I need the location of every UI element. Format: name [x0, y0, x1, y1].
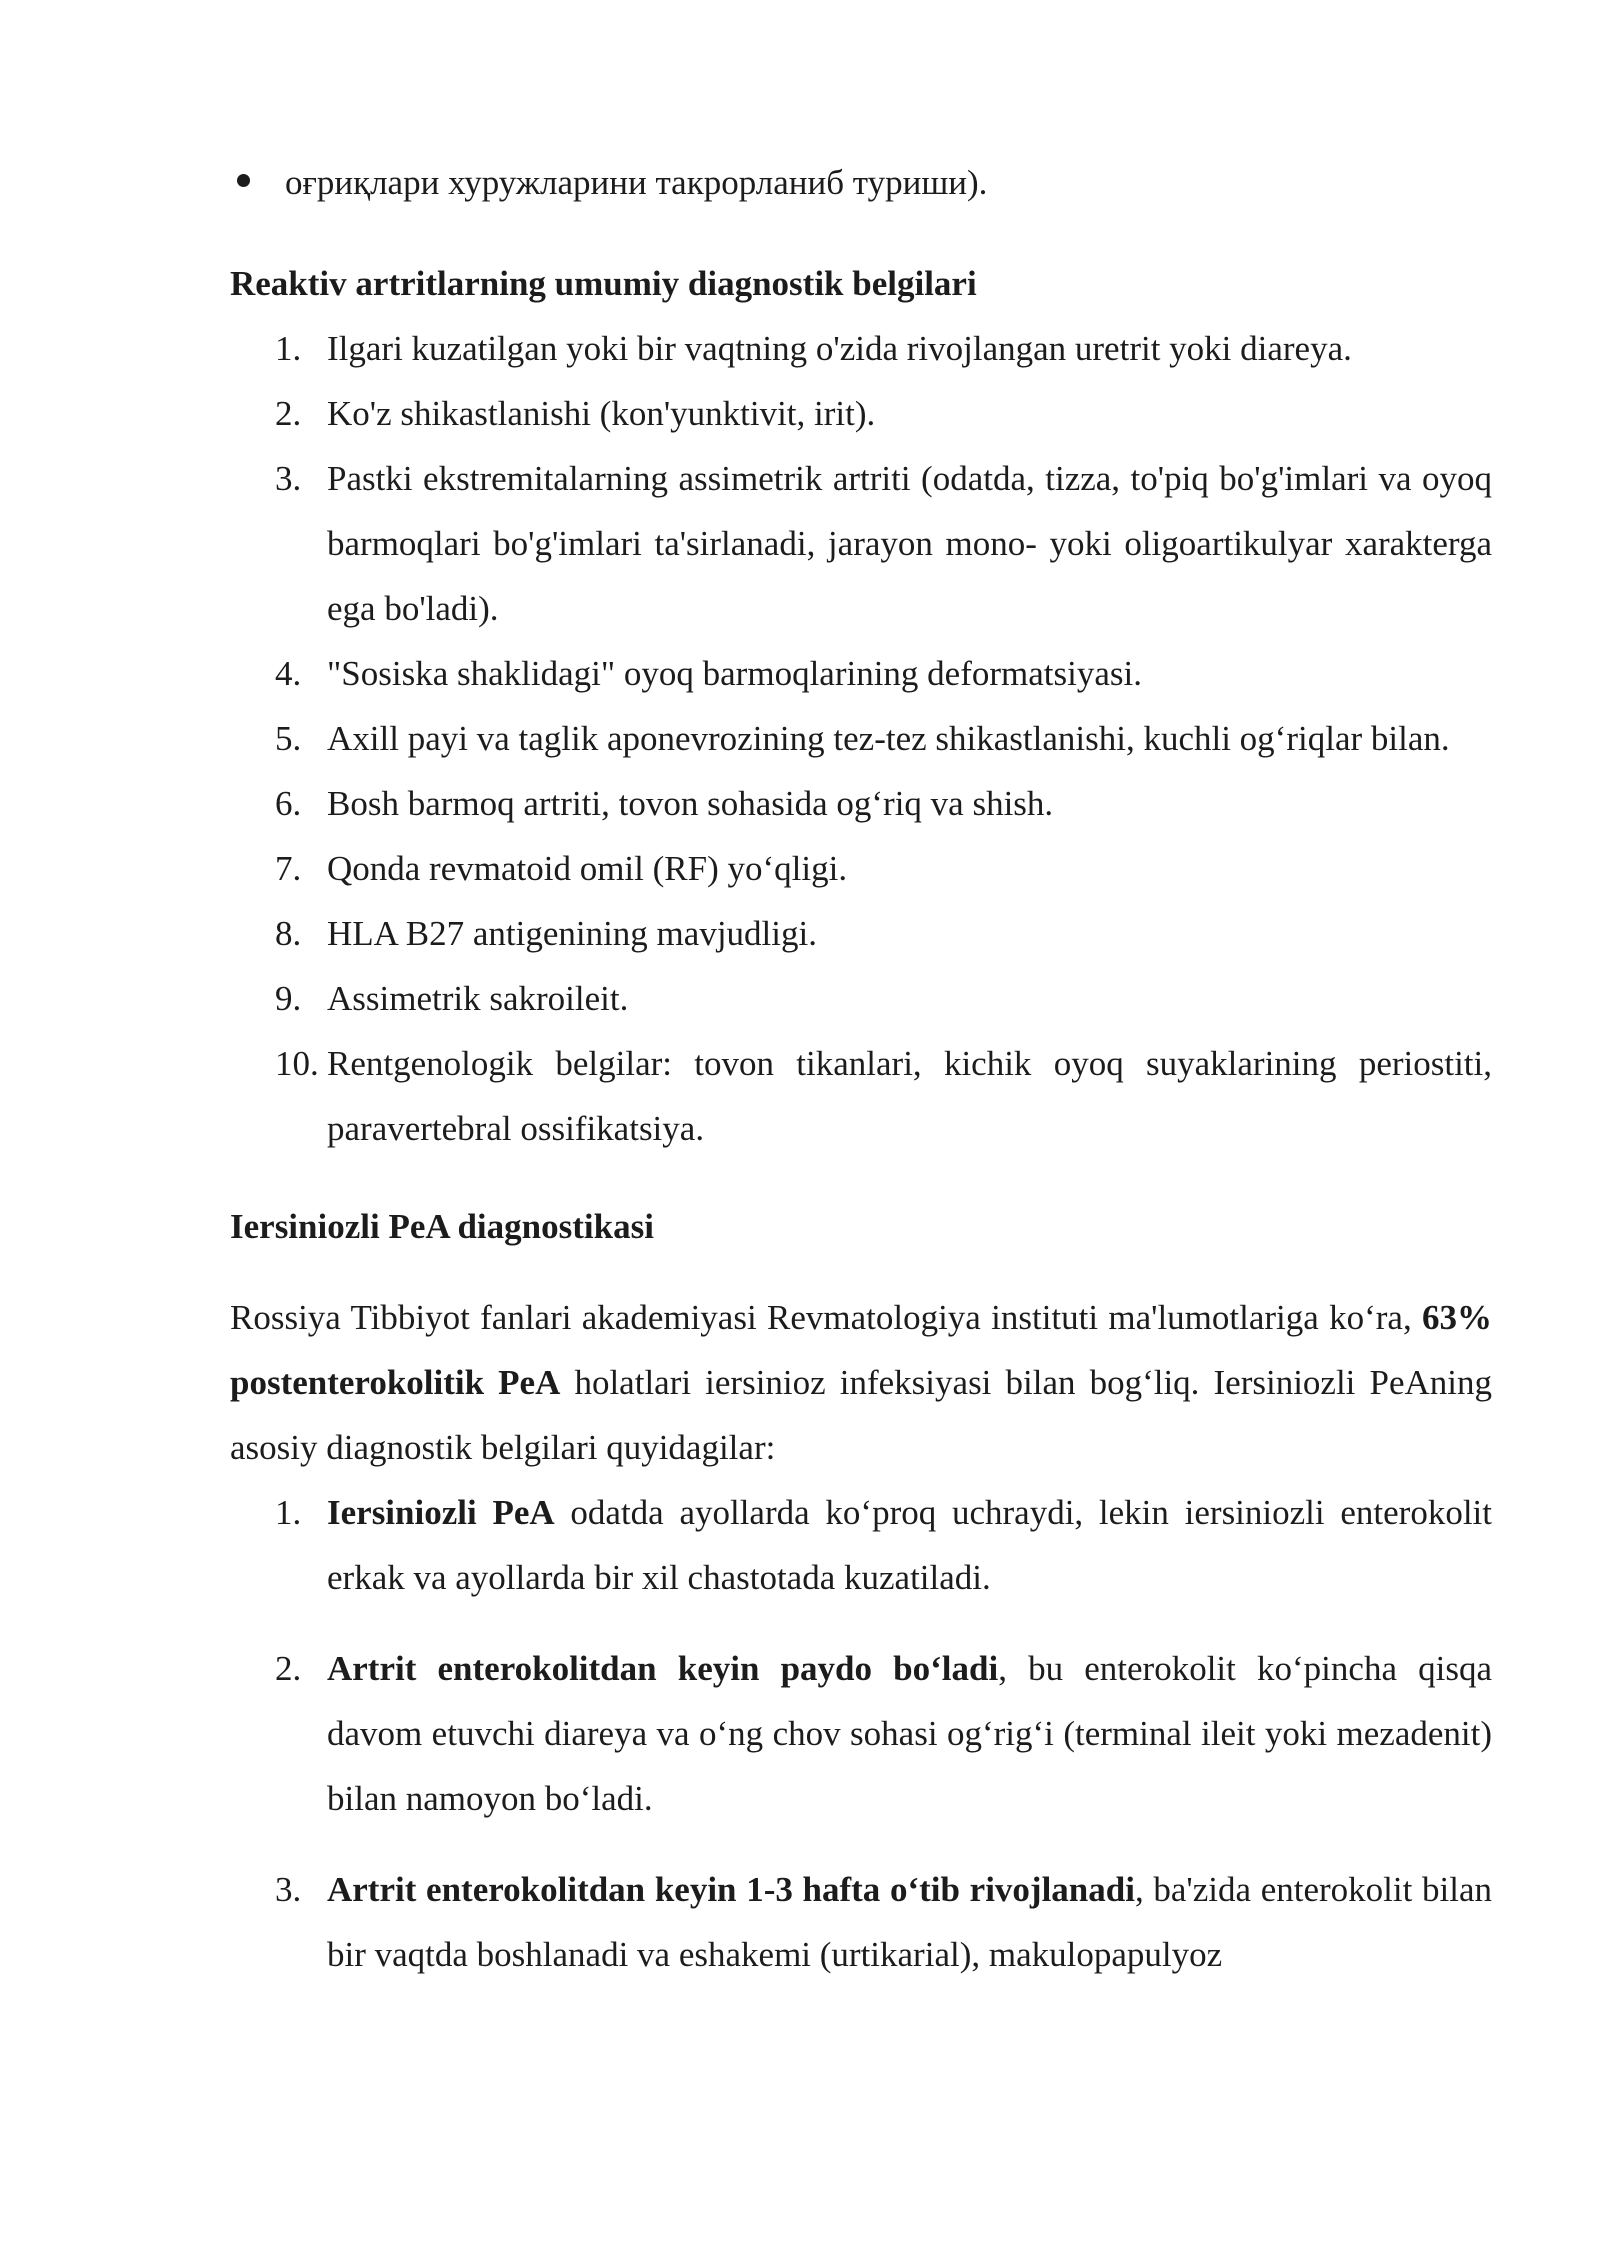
list-number: 5.	[275, 719, 302, 758]
list-number: 6.	[275, 784, 302, 823]
paragraph-bold-text: 63% postenterokolitik PeA	[230, 1298, 1492, 1402]
bullet-text: оғриқлари хуружларини такрорланиб туриши).	[285, 163, 988, 202]
list-item	[230, 316, 1492, 381]
list-item-text: Qonda revmatoid omil (RF) yo‘qligi.	[327, 849, 848, 888]
list-item-text: Bosh barmoq artriti, tovon sohasida og‘riq va shish.	[327, 784, 1054, 823]
list-number: 2.	[275, 394, 302, 433]
section-heading-yersinia: Iersiniozli PeA diagnostikasi	[230, 1207, 654, 1246]
list-item	[230, 706, 1492, 771]
list-item-text: odatda ayollarda ko‘proq uchraydi, lekin iersiniozli enterokolit erkak va ayollarda bir xil chastotada kuzatiladi.	[327, 1493, 1492, 1597]
list-item-bold-text: Iersiniozli PeA	[327, 1493, 555, 1532]
yersinia-signs-list	[230, 1480, 1492, 1987]
list-item-text: Axill payi va taglik aponevrozining tez-tez shikastlanishi, kuchli og‘riqlar bilan.	[327, 719, 1450, 758]
list-number: 8.	[275, 914, 302, 953]
diagnostic-signs-list	[230, 316, 1492, 1161]
list-item	[230, 641, 1492, 706]
document-page	[230, 150, 1492, 1987]
paragraph-text: Rossiya Tibbiyot fanlari akademiyasi Revmatologiya instituti ma'lumotlariga ko‘ra,	[230, 1298, 1422, 1337]
list-number: 10.	[275, 1044, 319, 1083]
list-item-text: Ilgari kuzatilgan yoki bir vaqtning o'zida rivojlangan uretrit yoki diareya.	[327, 329, 1352, 368]
list-number: 3.	[275, 1870, 302, 1909]
list-item-text: HLA B27 antigenining mavjudligi.	[327, 914, 817, 953]
list-item	[230, 446, 1492, 641]
list-item-text: "Sosiska shaklidagi" oyoq barmoqlarining deformatsiyasi.	[327, 654, 1142, 693]
list-item-text: Rentgenologik belgilar: tovon tikanlari, kichik oyoq suyaklarining periostiti, paravertebral ossifikatsiya.	[327, 1044, 1492, 1148]
list-item	[230, 1031, 1492, 1161]
list-item	[230, 966, 1492, 1031]
list-item	[230, 1857, 1492, 1987]
list-number: 9.	[275, 979, 302, 1018]
list-item-text: Pastki ekstremitalarning assimetrik artriti (odatda, tizza, to'piq bo'g'imlari va oyoq barmoqlari bo'g'imlari ta'sirlanadi, jarayon mono- yoki oligoartikulyar xarakterga ega bo'ladi).	[327, 459, 1492, 628]
list-item-text: Assimetrik sakroileit.	[327, 979, 629, 1018]
list-number: 2.	[275, 1649, 302, 1688]
list-item	[230, 771, 1492, 836]
list-number: 1.	[275, 1493, 302, 1532]
bullet-item	[230, 150, 1492, 215]
list-item-text: Ko'z shikastlanishi (kon'yunktivit, irit).	[327, 394, 876, 433]
list-item	[230, 836, 1492, 901]
paragraph-text: holatlari iersinioz infeksiyasi bilan bog‘liq. Iersiniozli PeAning asosiy diagnostik belgilari quyidagilar:	[230, 1363, 1492, 1467]
section-heading-reactive-arthritis: Reaktiv artritlarning umumiy diagnostik belgilari	[230, 264, 977, 303]
list-item	[230, 381, 1492, 446]
list-item-bold-text: Artrit enterokolitdan keyin 1-3 hafta o‘tib rivojlanadi	[327, 1870, 1135, 1909]
intro-paragraph	[230, 1285, 1492, 1480]
list-number: 3.	[275, 459, 302, 498]
list-item-bold-text: Artrit enterokolitdan keyin paydo bo‘ladi	[327, 1649, 999, 1688]
list-number: 4.	[275, 654, 302, 693]
list-number: 1.	[275, 329, 302, 368]
list-item-text: , bu enterokolit ko‘pincha qisqa davom etuvchi diareya va o‘ng chov sohasi og‘rig‘i (terminal ileit yoki mezadenit) bilan namoyon bo‘ladi.	[327, 1649, 1492, 1818]
list-item	[230, 1480, 1492, 1610]
list-item-text: , ba'zida enterokolit bilan bir vaqtda boshlanadi va eshakemi (urtikarial), makulopapulyoz	[327, 1870, 1492, 1974]
bullet-dot-icon	[237, 174, 250, 187]
list-item	[230, 901, 1492, 966]
list-number: 7.	[275, 849, 302, 888]
list-item	[230, 1636, 1492, 1831]
